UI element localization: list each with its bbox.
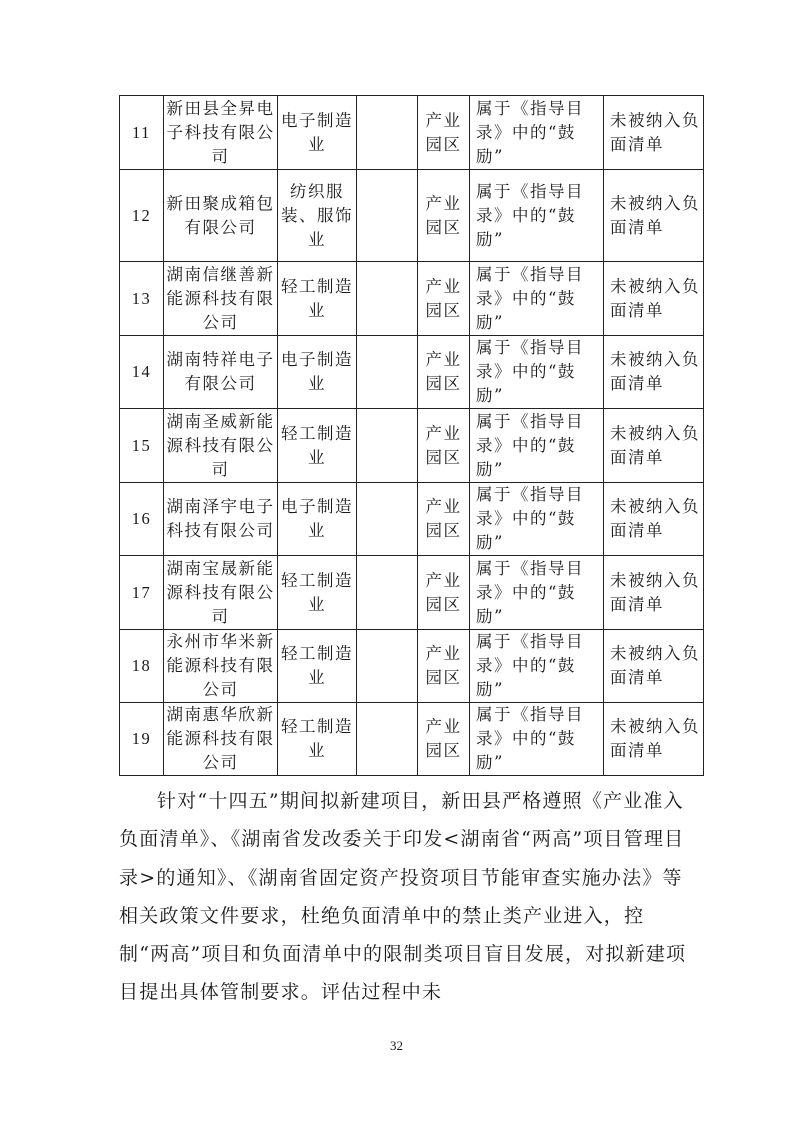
status: 未被纳入负面清单	[604, 96, 704, 170]
table-row	[120, 409, 704, 483]
table-row	[120, 556, 704, 630]
company-name: 湖南泽宇电子科技有限公司	[164, 483, 278, 556]
location: 产业园区	[418, 630, 470, 703]
row-number: 18	[120, 630, 164, 703]
industry: 纺织服装、服饰业	[278, 170, 357, 262]
status: 未被纳入负面清单	[604, 630, 704, 703]
location: 产业园区	[418, 336, 470, 409]
blank-cell	[357, 556, 418, 630]
row-number: 16	[120, 483, 164, 556]
blank-cell	[357, 483, 418, 556]
blank-cell	[357, 703, 418, 776]
category: 属于《指导目录》中的“鼓励”	[470, 96, 604, 170]
enterprise-table	[119, 95, 704, 776]
category: 属于《指导目录》中的“鼓励”	[470, 170, 604, 262]
blank-cell	[357, 336, 418, 409]
industry: 电子制造业	[278, 96, 357, 170]
location: 产业园区	[418, 96, 470, 170]
industry: 电子制造业	[278, 483, 357, 556]
company-name: 新田聚成箱包有限公司	[164, 170, 278, 262]
table-row	[120, 262, 704, 336]
status: 未被纳入负面清单	[604, 409, 704, 483]
company-name: 湖南宝晟新能源科技有限公司	[164, 556, 278, 630]
industry: 轻工制造业	[278, 262, 357, 336]
status: 未被纳入负面清单	[604, 262, 704, 336]
location: 产业园区	[418, 262, 470, 336]
row-number: 12	[120, 170, 164, 262]
company-name: 永州市华米新能源科技有限公司	[164, 630, 278, 703]
table-row	[120, 703, 704, 776]
category: 属于《指导目录》中的“鼓励”	[470, 630, 604, 703]
company-name: 湖南信继善新能源科技有限公司	[164, 262, 278, 336]
company-name: 湖南圣威新能源科技有限公司	[164, 409, 278, 483]
industry: 轻工制造业	[278, 703, 357, 776]
row-number: 17	[120, 556, 164, 630]
category: 属于《指导目录》中的“鼓励”	[470, 409, 604, 483]
industry: 轻工制造业	[278, 630, 357, 703]
row-number: 11	[120, 96, 164, 170]
company-name: 湖南惠华欣新能源科技有限公司	[164, 703, 278, 776]
blank-cell	[357, 630, 418, 703]
company-name: 新田县全昇电子科技有限公司	[164, 96, 278, 170]
status: 未被纳入负面清单	[604, 336, 704, 409]
enterprise-table-body	[120, 96, 704, 776]
status: 未被纳入负面清单	[604, 483, 704, 556]
body-text	[119, 782, 691, 1012]
page-number: 32	[390, 1038, 403, 1053]
industry: 电子制造业	[278, 336, 357, 409]
blank-cell	[357, 170, 418, 262]
body-paragraph: 针对“十四五”期间拟新建项目，新田县严格遵照《产业准入负面清单》、《湖南省发改委关于印发<湖南省“两高”项目管理目录>的通知》、《湖南省固定资产投资项目节能审查实施办法》等相关政策文件要求，杜绝负面清单中的禁止类产业进入，控制“两高”项目和负面清单中的限制类项目盲目发展，对拟新建项目提出具体管制要求。评估过程中未	[119, 790, 687, 1004]
blank-cell	[357, 409, 418, 483]
category: 属于《指导目录》中的“鼓励”	[470, 703, 604, 776]
location: 产业园区	[418, 170, 470, 262]
category: 属于《指导目录》中的“鼓励”	[470, 336, 604, 409]
table-row	[120, 170, 704, 262]
location: 产业园区	[418, 556, 470, 630]
row-number: 19	[120, 703, 164, 776]
industry: 轻工制造业	[278, 409, 357, 483]
company-name: 湖南特祥电子有限公司	[164, 336, 278, 409]
row-number: 14	[120, 336, 164, 409]
table-row	[120, 483, 704, 556]
blank-cell	[357, 262, 418, 336]
table-row	[120, 630, 704, 703]
status: 未被纳入负面清单	[604, 170, 704, 262]
location: 产业园区	[418, 409, 470, 483]
blank-cell	[357, 96, 418, 170]
location: 产业园区	[418, 703, 470, 776]
row-number: 13	[120, 262, 164, 336]
status: 未被纳入负面清单	[604, 703, 704, 776]
category: 属于《指导目录》中的“鼓励”	[470, 556, 604, 630]
industry: 轻工制造业	[278, 556, 357, 630]
category: 属于《指导目录》中的“鼓励”	[470, 262, 604, 336]
row-number: 15	[120, 409, 164, 483]
table-row	[120, 336, 704, 409]
status: 未被纳入负面清单	[604, 556, 704, 630]
location: 产业园区	[418, 483, 470, 556]
category: 属于《指导目录》中的“鼓励”	[470, 483, 604, 556]
table-row	[120, 96, 704, 170]
